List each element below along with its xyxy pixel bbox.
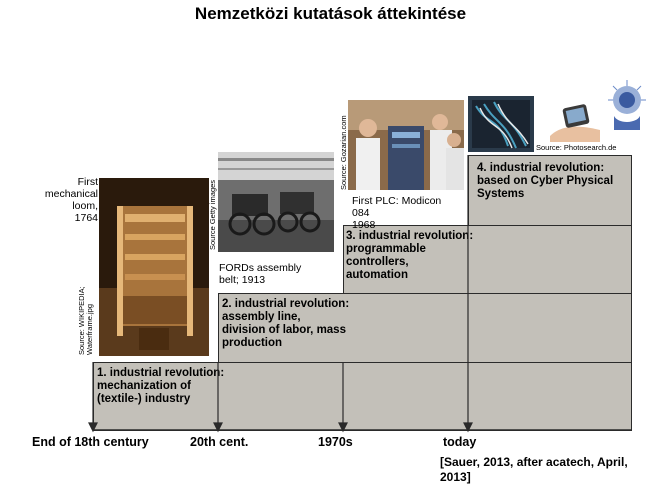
revolution-3-label: 3. industrial revolution: programmable controllers, automation	[346, 230, 474, 281]
axis-label-1970s: 1970s	[318, 435, 353, 449]
revolution-1-label: 1. industrial revolution: mechanization of (textile-) industry	[97, 367, 225, 405]
ford-caption: FORDs assembly belt; 1913	[219, 262, 302, 286]
photosearch-source: Source: Photosearch.de	[536, 143, 617, 152]
gozarian-source: Source: Gozarian.com	[339, 115, 348, 190]
citation: [Sauer, 2013, after acatech, April, 2013]	[440, 455, 628, 484]
revolution-2-label: 2. industrial revolution: assembly line, division of labor, mass production	[222, 298, 350, 349]
wikipedia-source: Source: WIKIPEDIA; Waterframe.jpg	[77, 286, 94, 355]
server-cables-photo	[468, 96, 534, 152]
loom-photo	[99, 178, 209, 356]
getty-source: Source Getty images	[208, 179, 217, 250]
axis-label-today: today	[443, 435, 477, 449]
revolution-4-label: 4. industrial revolution: based on Cyber Physical Systems	[477, 162, 614, 200]
axis-label-20th-century: 20th cent.	[190, 435, 249, 449]
plc-caption: First PLC: Modicon 084 1968	[352, 195, 442, 231]
axis-label-18th-century: End of 18th century	[32, 435, 149, 449]
ford-assembly-photo	[218, 152, 334, 252]
smartphone-hand-photo	[540, 96, 604, 142]
loom-caption: First mechanical loom, 1764	[44, 176, 98, 224]
plc-photo	[348, 100, 464, 190]
page-title: Nemzetközi kutatások áttekintése	[194, 4, 467, 23]
cyber-head-photo	[604, 78, 650, 130]
